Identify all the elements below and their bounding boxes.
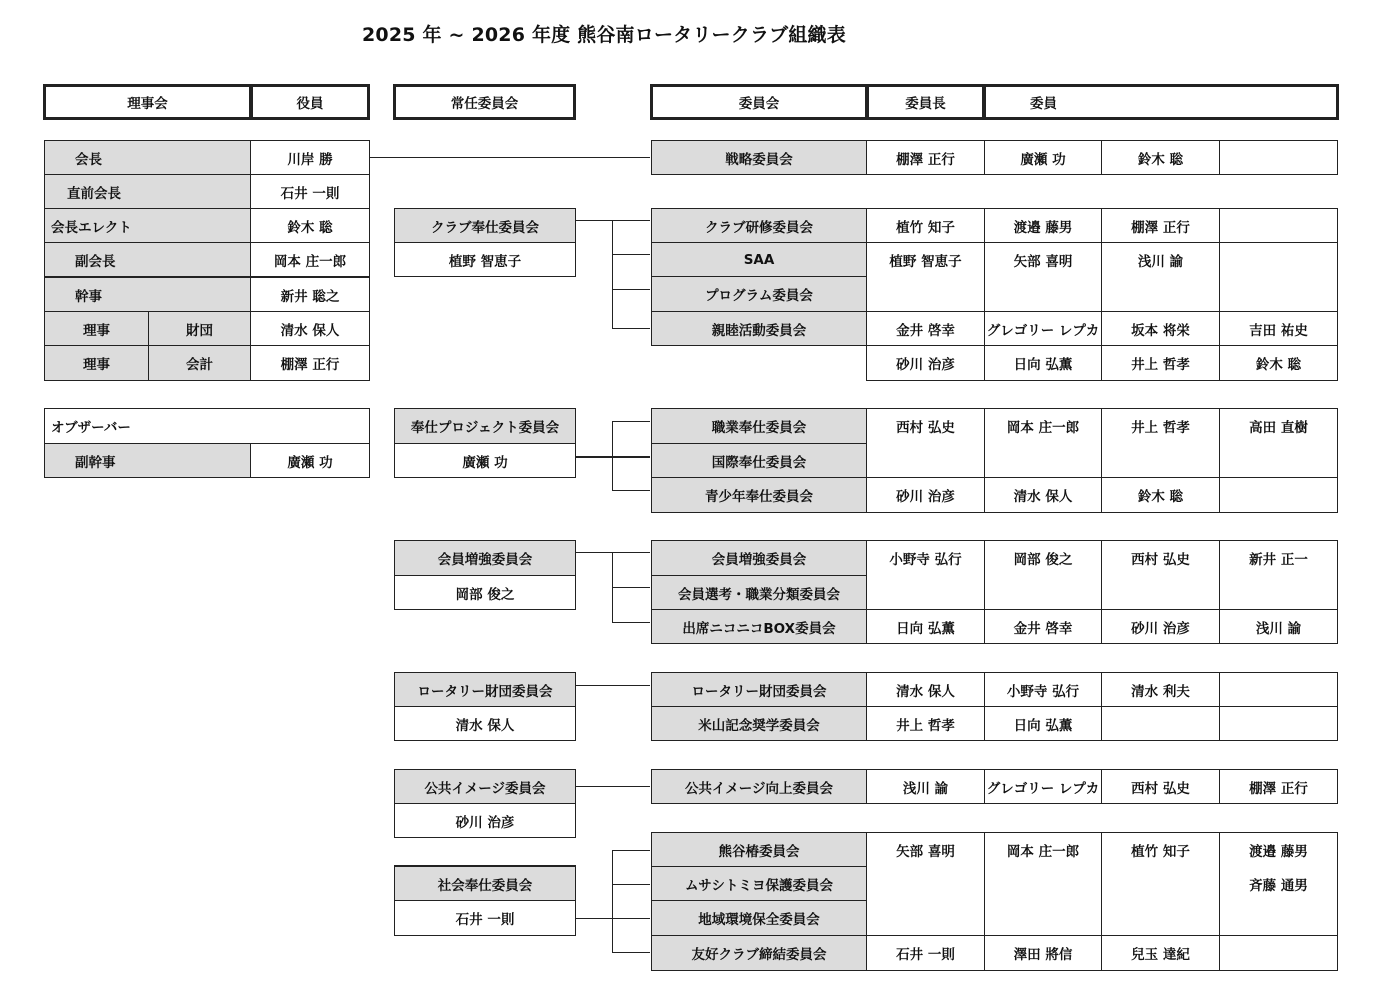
committee-member	[1219, 935, 1338, 971]
committee-member: 鈴木 聡	[1101, 477, 1220, 513]
committee-chair: 井上 哲孝	[866, 706, 985, 741]
header-members: 委員	[983, 84, 1339, 120]
committee-name: 国際奉仕委員会	[651, 443, 867, 478]
committee-member	[1101, 706, 1220, 741]
committee-chair: 日向 弘薫	[866, 609, 985, 644]
connector-line	[612, 328, 650, 329]
board-name: 石井 一則	[250, 174, 370, 209]
observer-title: オブザーバー	[44, 408, 370, 444]
committee-member: 西村 弘史	[1101, 540, 1220, 610]
committee-chair: 植竹 知子	[866, 208, 985, 243]
committee-name: クラブ研修委員会	[651, 208, 867, 243]
committee-member	[1219, 706, 1338, 741]
committee-member	[1219, 208, 1338, 243]
committee-member: 渡邉 藤男	[1249, 844, 1308, 860]
committee-member: 棚澤 正行	[1219, 769, 1338, 804]
board-name: 川岸 勝	[250, 140, 370, 175]
committee-member: 日向 弘薫	[984, 345, 1102, 381]
connector-line	[612, 289, 650, 290]
board-role: 副会長	[44, 242, 251, 277]
committee-member: 渡邉 藤男	[984, 208, 1102, 243]
connector-line	[576, 918, 650, 919]
committee-member: 西村 弘史	[1101, 769, 1220, 804]
connector-line	[612, 952, 650, 953]
committee-member: グレゴリー レプカ	[984, 769, 1102, 804]
committee-member: 兒玉 達紀	[1101, 935, 1220, 971]
header-committee: 委員会	[650, 84, 868, 120]
committee-member: 日向 弘薫	[984, 706, 1102, 741]
committee-member: 澤田 將信	[984, 935, 1102, 971]
committee-chair: 砂川 治彦	[866, 477, 985, 513]
board-name: 清水 保人	[250, 311, 370, 346]
board-name: 棚澤 正行	[250, 345, 370, 381]
connector-line	[576, 456, 650, 458]
board-role: 理事	[44, 311, 149, 346]
committee-name: 会員増強委員会	[651, 540, 867, 576]
board-name: 鈴木 聡	[250, 208, 370, 243]
committee-name: 公共イメージ向上委員会	[651, 769, 867, 804]
board-name: 新井 聡之	[250, 277, 370, 312]
committee-member: 新井 正一	[1219, 540, 1338, 610]
committee-chair: 棚澤 正行	[866, 140, 985, 175]
standing-chair: 植野 智恵子	[394, 242, 576, 277]
committee-member: 浅川 諭	[1101, 242, 1220, 312]
board-role: 理事	[44, 345, 149, 381]
committee-member: グレゴリー レプカ	[984, 311, 1102, 346]
committee-member: 斉藤 通男	[1249, 878, 1308, 894]
committee-chair: 清水 保人	[866, 672, 985, 707]
committee-name: 会員選考・職業分類委員会	[651, 575, 867, 610]
committee-name: 米山記念奨学委員会	[651, 706, 867, 741]
standing-committee: 社会奉仕委員会	[394, 865, 576, 901]
header-board: 理事会	[43, 84, 252, 120]
committee-member: 井上 哲孝	[1101, 345, 1220, 381]
committee-name: 親睦活動委員会	[651, 311, 867, 346]
standing-chair: 砂川 治彦	[394, 803, 576, 838]
standing-committee: 公共イメージ委員会	[394, 769, 576, 804]
committee-name: ムサシトミヨ保護委員会	[651, 866, 867, 901]
committee-chair: 浅川 諭	[866, 769, 985, 804]
committee-chair: 金井 啓幸	[866, 311, 985, 346]
board-role: 会長エレクト	[44, 208, 251, 243]
committee-name: 地域環境保全委員会	[651, 900, 867, 936]
committee-name: SAA	[651, 242, 867, 277]
committee-member: 鈴木 聡	[1219, 345, 1338, 381]
header-chair: 委員長	[866, 84, 985, 120]
committee-member: 岡本 庄一郎	[984, 832, 1102, 936]
board-role: 直前会長	[44, 174, 251, 209]
committee-member	[1219, 140, 1338, 175]
committee-member: 砂川 治彦	[866, 345, 985, 381]
committee-chair: 植野 智恵子	[866, 242, 985, 312]
standing-committee: ロータリー財団委員会	[394, 672, 576, 707]
committee-member: 砂川 治彦	[1101, 609, 1220, 644]
committee-member: 小野寺 弘行	[984, 672, 1102, 707]
header-officers: 役員	[250, 84, 370, 120]
committee-member: 井上 哲孝	[1101, 408, 1220, 478]
committee-member: 植竹 知子	[1101, 832, 1220, 936]
committee-member	[1219, 477, 1338, 513]
committee-name: 出席ニコニコBOX委員会	[651, 609, 867, 644]
standing-chair: 岡部 俊之	[394, 575, 576, 610]
committee-member-cell	[1219, 832, 1338, 936]
committee-member: 廣瀬 功	[984, 140, 1102, 175]
committee-name: ロータリー財団委員会	[651, 672, 867, 707]
committee-name: プログラム委員会	[651, 276, 867, 312]
connector-line	[612, 587, 650, 588]
connector-line	[612, 421, 650, 422]
connector-line	[612, 884, 650, 885]
committee-chair: 石井 一則	[866, 935, 985, 971]
committee-chair: 西村 弘史	[866, 408, 985, 478]
connector-line	[612, 220, 613, 329]
committee-member: 矢部 喜明	[984, 242, 1102, 312]
connector-line	[612, 622, 650, 623]
committee-member: 浅川 諭	[1219, 609, 1338, 644]
standing-chair: 石井 一則	[394, 900, 576, 936]
connector-line	[370, 157, 650, 158]
committee-name: 職業奉仕委員会	[651, 408, 867, 444]
header-standing: 常任委員会	[393, 84, 576, 120]
connector-line	[612, 850, 650, 851]
committee-member: 坂本 将栄	[1101, 311, 1220, 346]
connector-line	[576, 220, 650, 221]
page-title: 2025 年 ~ 2026 年度 熊谷南ロータリークラブ組織表	[362, 24, 846, 46]
committee-member: 岡部 俊之	[984, 540, 1102, 610]
committee-member: 棚澤 正行	[1101, 208, 1220, 243]
committee-member: 金井 啓幸	[984, 609, 1102, 644]
connector-line	[576, 552, 650, 553]
committee-member: 鈴木 聡	[1101, 140, 1220, 175]
connector-line	[612, 254, 650, 255]
committee-name: 戦略委員会	[651, 140, 867, 175]
standing-chair: 廣瀬 功	[394, 443, 576, 478]
board-role: 会長	[44, 140, 251, 175]
standing-committee: 奉仕プロジェクト委員会	[394, 408, 576, 444]
standing-committee: 会員増強委員会	[394, 540, 576, 576]
standing-committee: クラブ奉仕委員会	[394, 208, 576, 243]
committee-name: 友好クラブ締結委員会	[651, 935, 867, 971]
committee-member: 吉田 祐史	[1219, 311, 1338, 346]
board-sub-role: 会計	[148, 345, 251, 381]
committee-member	[1219, 672, 1338, 707]
board-role: 幹事	[44, 277, 251, 312]
connector-line	[612, 850, 613, 952]
board-name: 岡本 庄一郎	[250, 242, 370, 277]
committee-chair: 小野寺 弘行	[866, 540, 985, 610]
committee-member: 清水 保人	[984, 477, 1102, 513]
standing-chair: 清水 保人	[394, 706, 576, 741]
committee-member: 清水 利夫	[1101, 672, 1220, 707]
connector-line	[612, 490, 650, 491]
committee-name: 青少年奉仕委員会	[651, 477, 867, 513]
observer-name: 廣瀬 功	[250, 443, 370, 478]
committee-member: 高田 直樹	[1219, 408, 1338, 478]
committee-chair: 矢部 喜明	[866, 832, 985, 936]
committee-member: 岡本 庄一郎	[984, 408, 1102, 478]
observer-role: 副幹事	[44, 443, 251, 478]
connector-line	[576, 685, 650, 686]
board-sub-role: 財団	[148, 311, 251, 346]
connector-line	[576, 786, 650, 787]
committee-member	[1219, 242, 1338, 312]
committee-name: 熊谷椿委員会	[651, 832, 867, 867]
